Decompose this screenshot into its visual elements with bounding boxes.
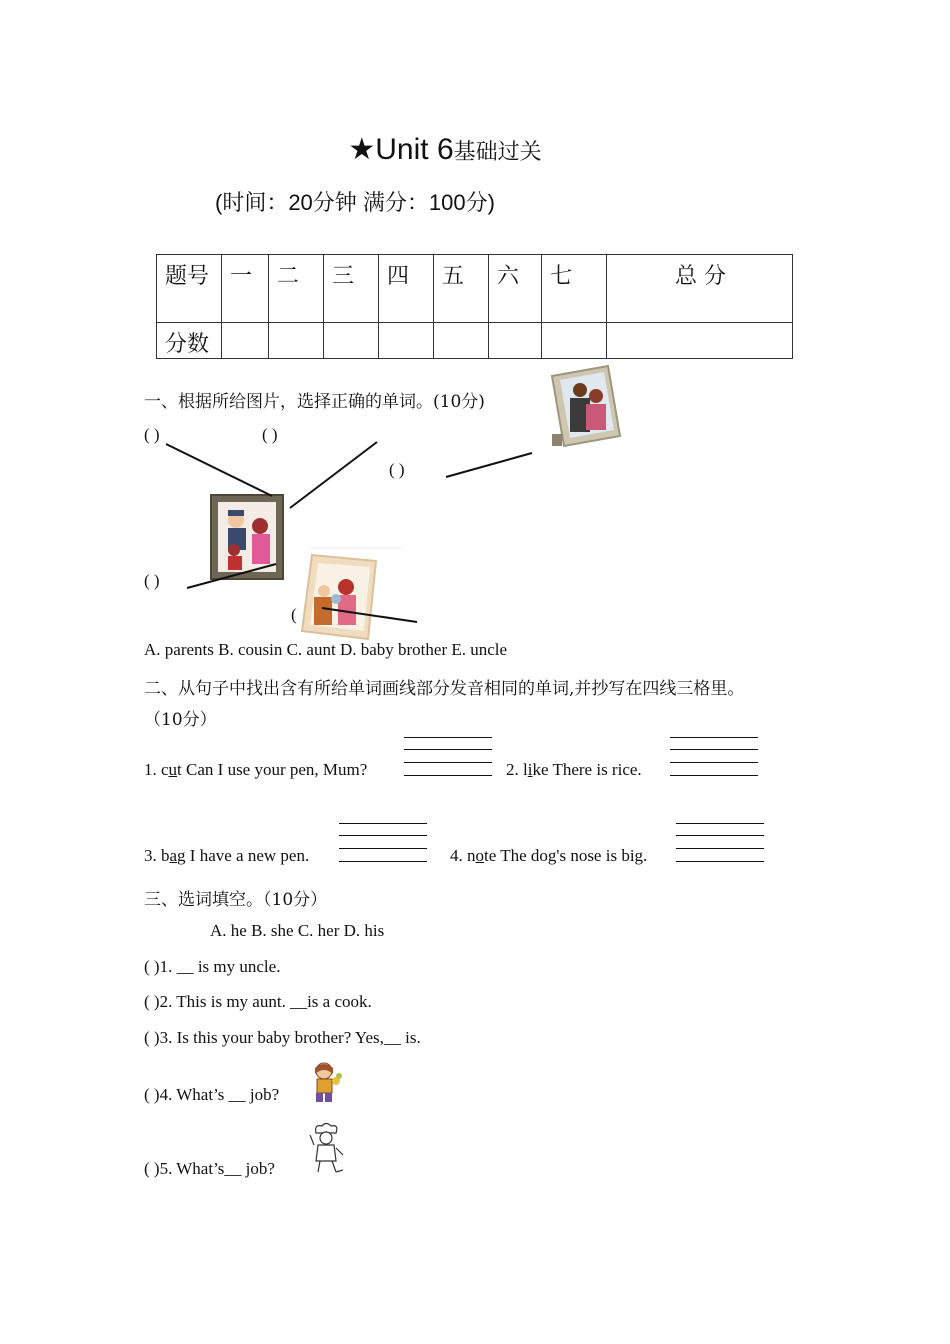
writing-lines[interactable] bbox=[339, 823, 427, 863]
answer-bracket[interactable]: ( ) bbox=[389, 460, 405, 479]
answer-bracket[interactable]: ( ) bbox=[262, 425, 278, 444]
woman-with-flowers-picture bbox=[306, 1060, 346, 1104]
phonics-item-2: 2. like There is rice. bbox=[506, 760, 642, 779]
header-cell: 二 bbox=[269, 255, 324, 323]
section2-points: （10分） bbox=[144, 710, 217, 730]
question-5: ( )5. What’s__ job? bbox=[144, 1159, 275, 1178]
header-cell: 六 bbox=[489, 255, 542, 323]
question-4: ( )4. What’s __ job? bbox=[144, 1085, 280, 1104]
answer-bracket[interactable]: ( bbox=[291, 605, 297, 624]
header-cell: 题号 bbox=[157, 255, 222, 323]
header-cell: 四 bbox=[379, 255, 434, 323]
answer-bracket[interactable]: ( ) bbox=[144, 571, 160, 590]
section3-options: A. he B. she C. her D. his bbox=[210, 921, 385, 940]
section1-heading: 一、根据所给图片，选择正确的单词。(10分) bbox=[144, 392, 485, 412]
header-cell: 七 bbox=[542, 255, 607, 323]
phonics-item-1: 1. cut Can I use your pen, Mum? bbox=[144, 760, 368, 779]
answer-bracket[interactable]: ( ) bbox=[144, 425, 160, 444]
writing-lines[interactable] bbox=[676, 823, 764, 863]
phonics-item-3: 3. bag I have a new pen. bbox=[144, 846, 310, 865]
writing-lines[interactable] bbox=[404, 737, 492, 777]
header-cell: 五 bbox=[434, 255, 489, 323]
time-score-info: (时间：20分钟 满分：100分) bbox=[215, 190, 495, 215]
header-cell: 总 分 bbox=[607, 255, 793, 323]
page-title: ★Unit 6基础过关 bbox=[348, 133, 542, 166]
section3-heading: 三、选词填空。（10分） bbox=[144, 890, 328, 910]
score-row-label: 分数 bbox=[157, 323, 222, 359]
phonics-item-4: 4. note The dog's nose is big. bbox=[450, 846, 648, 865]
question-2: ( )2. This is my aunt. __is a cook. bbox=[144, 992, 372, 1011]
section2-heading: 二、从句子中找出含有所给单词画线部分发音相同的单词,并抄写在四线三格里。 bbox=[144, 679, 745, 699]
cook-picture bbox=[306, 1121, 348, 1177]
writing-lines[interactable] bbox=[670, 737, 758, 777]
question-1: ( )1. __ is my uncle. bbox=[144, 957, 281, 976]
header-cell: 三 bbox=[324, 255, 379, 323]
header-cell: 一 bbox=[222, 255, 269, 323]
question-3: ( )3. Is this your baby brother? Yes,__ is. bbox=[144, 1028, 421, 1047]
section1-options: A. parents B. cousin C. aunt D. baby brother E. uncle bbox=[144, 640, 508, 659]
